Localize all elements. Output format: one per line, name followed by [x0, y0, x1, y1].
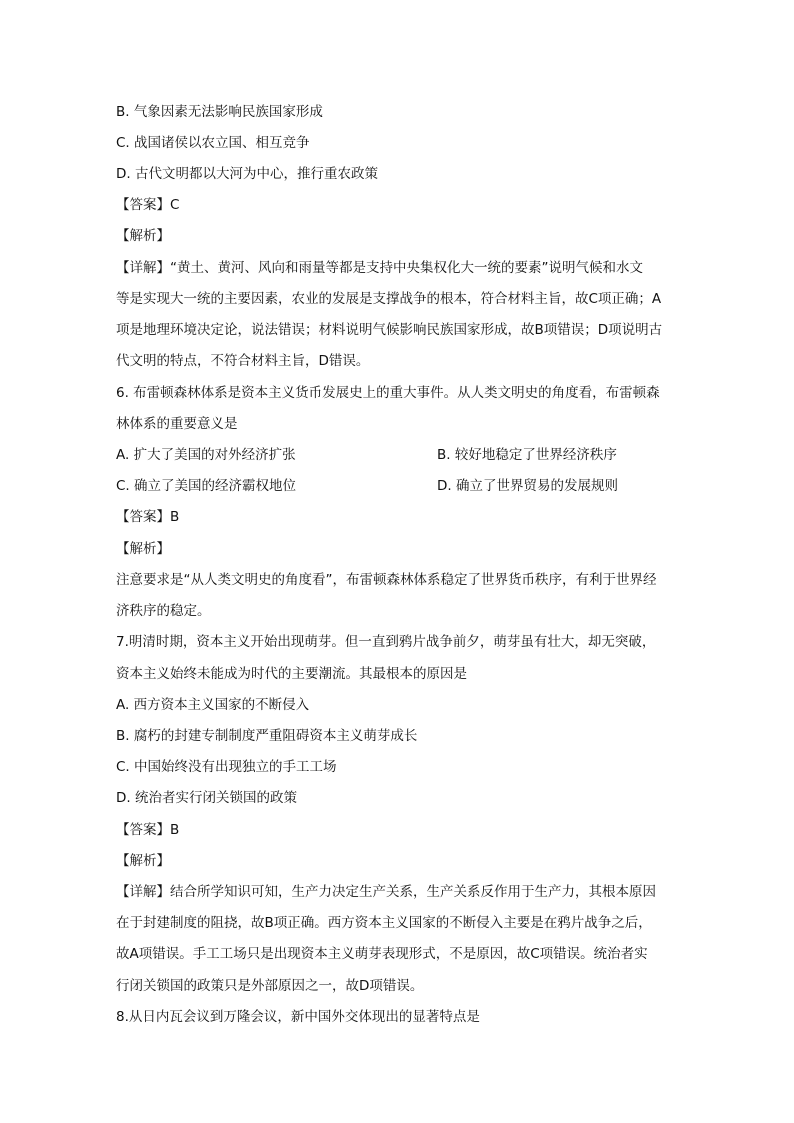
- q6-option-d: D. 确立了世界贸易的发展规则: [437, 478, 618, 494]
- q6-option-a: A. 扩大了美国的对外经济扩张: [116, 447, 296, 463]
- q5-detail-line-1: 【详解】“黄土、黄河、风向和雨量等都是支持中央集权化大一统的要素”说明气候和水文: [116, 260, 643, 276]
- q7-detail-line-3: 故A项错误。手工工场只是出现资本主义萌芽表现形式，不是原因，故C项错误。统治者实: [116, 946, 648, 962]
- q7-stem-line-2: 资本主义始终未能成为时代的主要潮流。其最根本的原因是: [116, 666, 467, 682]
- q5-option-c: C. 战国诸侯以农立国、相互竞争: [116, 135, 310, 151]
- q7-answer-value: B: [170, 822, 180, 838]
- q6-option-c: C. 确立了美国的经济霸权地位: [116, 478, 297, 494]
- q5-detail-line-4: 代文明的特点，不符合材料主旨，D错误。: [116, 353, 370, 369]
- q7-detail-line-1: 【详解】结合所学知识可知，生产力决定生产关系，生产关系反作用于生产力，其根本原因: [116, 884, 656, 900]
- q6-option-b: B. 较好地稳定了世界经济秩序: [437, 447, 617, 463]
- q7-option-b: B. 腐朽的封建专制制度严重阻碍资本主义萌芽成长: [116, 728, 418, 744]
- q5-answer-label: 【答案】: [116, 197, 170, 213]
- q6-answer-label: 【答案】: [116, 509, 170, 525]
- q6-answer-row: [116, 509, 682, 525]
- q6-answer-value: B: [170, 509, 180, 525]
- q7-option-d: D. 统治者实行闭关锁国的政策: [116, 790, 297, 806]
- q6-stem-line-1: 6. 布雷顿森林体系是资本主义货币发展史上的重大事件。从人类文明史的角度看，布雷顿森: [116, 385, 660, 401]
- q5-answer-value: C: [170, 197, 180, 213]
- q5-option-b: B. 气象因素无法影响民族国家形成: [116, 104, 323, 120]
- q5-detail-line-3: 项是地理环境决定论，说法错误；材料说明气候影响民族国家形成，故B项错误；D项说明古: [116, 322, 663, 338]
- q6-detail-line-1: 注意要求是“从人类文明史的角度看”，布雷顿森林体系稳定了世界货币秩序，有利于世界经: [116, 572, 657, 588]
- q7-detail-line-2: 在于封建制度的阻挠，故B项正确。西方资本主义国家的不断侵入主要是在鸦片战争之后，: [116, 915, 652, 931]
- q7-analysis-label: 【解析】: [116, 853, 170, 869]
- q7-answer-row: [116, 822, 682, 838]
- q7-option-c: C. 中国始终没有出现独立的手工工场: [116, 759, 337, 775]
- q7-answer-label: 【答案】: [116, 822, 170, 838]
- q8-stem: 8.从日内瓦会议到万隆会议，新中国外交体现出的显著特点是: [116, 1009, 480, 1025]
- q7-option-a: A. 西方资本主义国家的不断侵入: [116, 697, 310, 713]
- q6-stem-line-2: 林体系的重要意义是: [116, 416, 238, 432]
- q5-answer-row: [116, 197, 682, 213]
- q6-analysis-label: 【解析】: [116, 541, 170, 557]
- q5-option-d: D. 古代文明都以大河为中心，推行重农政策: [116, 166, 378, 182]
- q5-analysis-label: 【解析】: [116, 228, 170, 244]
- q7-stem-line-1: 7.明清时期，资本主义开始出现萌芽。但一直到鸦片战争前夕，萌芽虽有壮大，却无突破，: [116, 634, 656, 650]
- q5-detail-line-2: 等是实现大一统的主要因素，农业的发展是支撑战争的根本，符合材料主旨，故C项正确；A: [116, 291, 662, 307]
- q7-detail-line-4: 行闭关锁国的政策只是外部原因之一，故D项错误。: [116, 978, 424, 994]
- q6-detail-line-2: 济秩序的稳定。: [116, 603, 211, 619]
